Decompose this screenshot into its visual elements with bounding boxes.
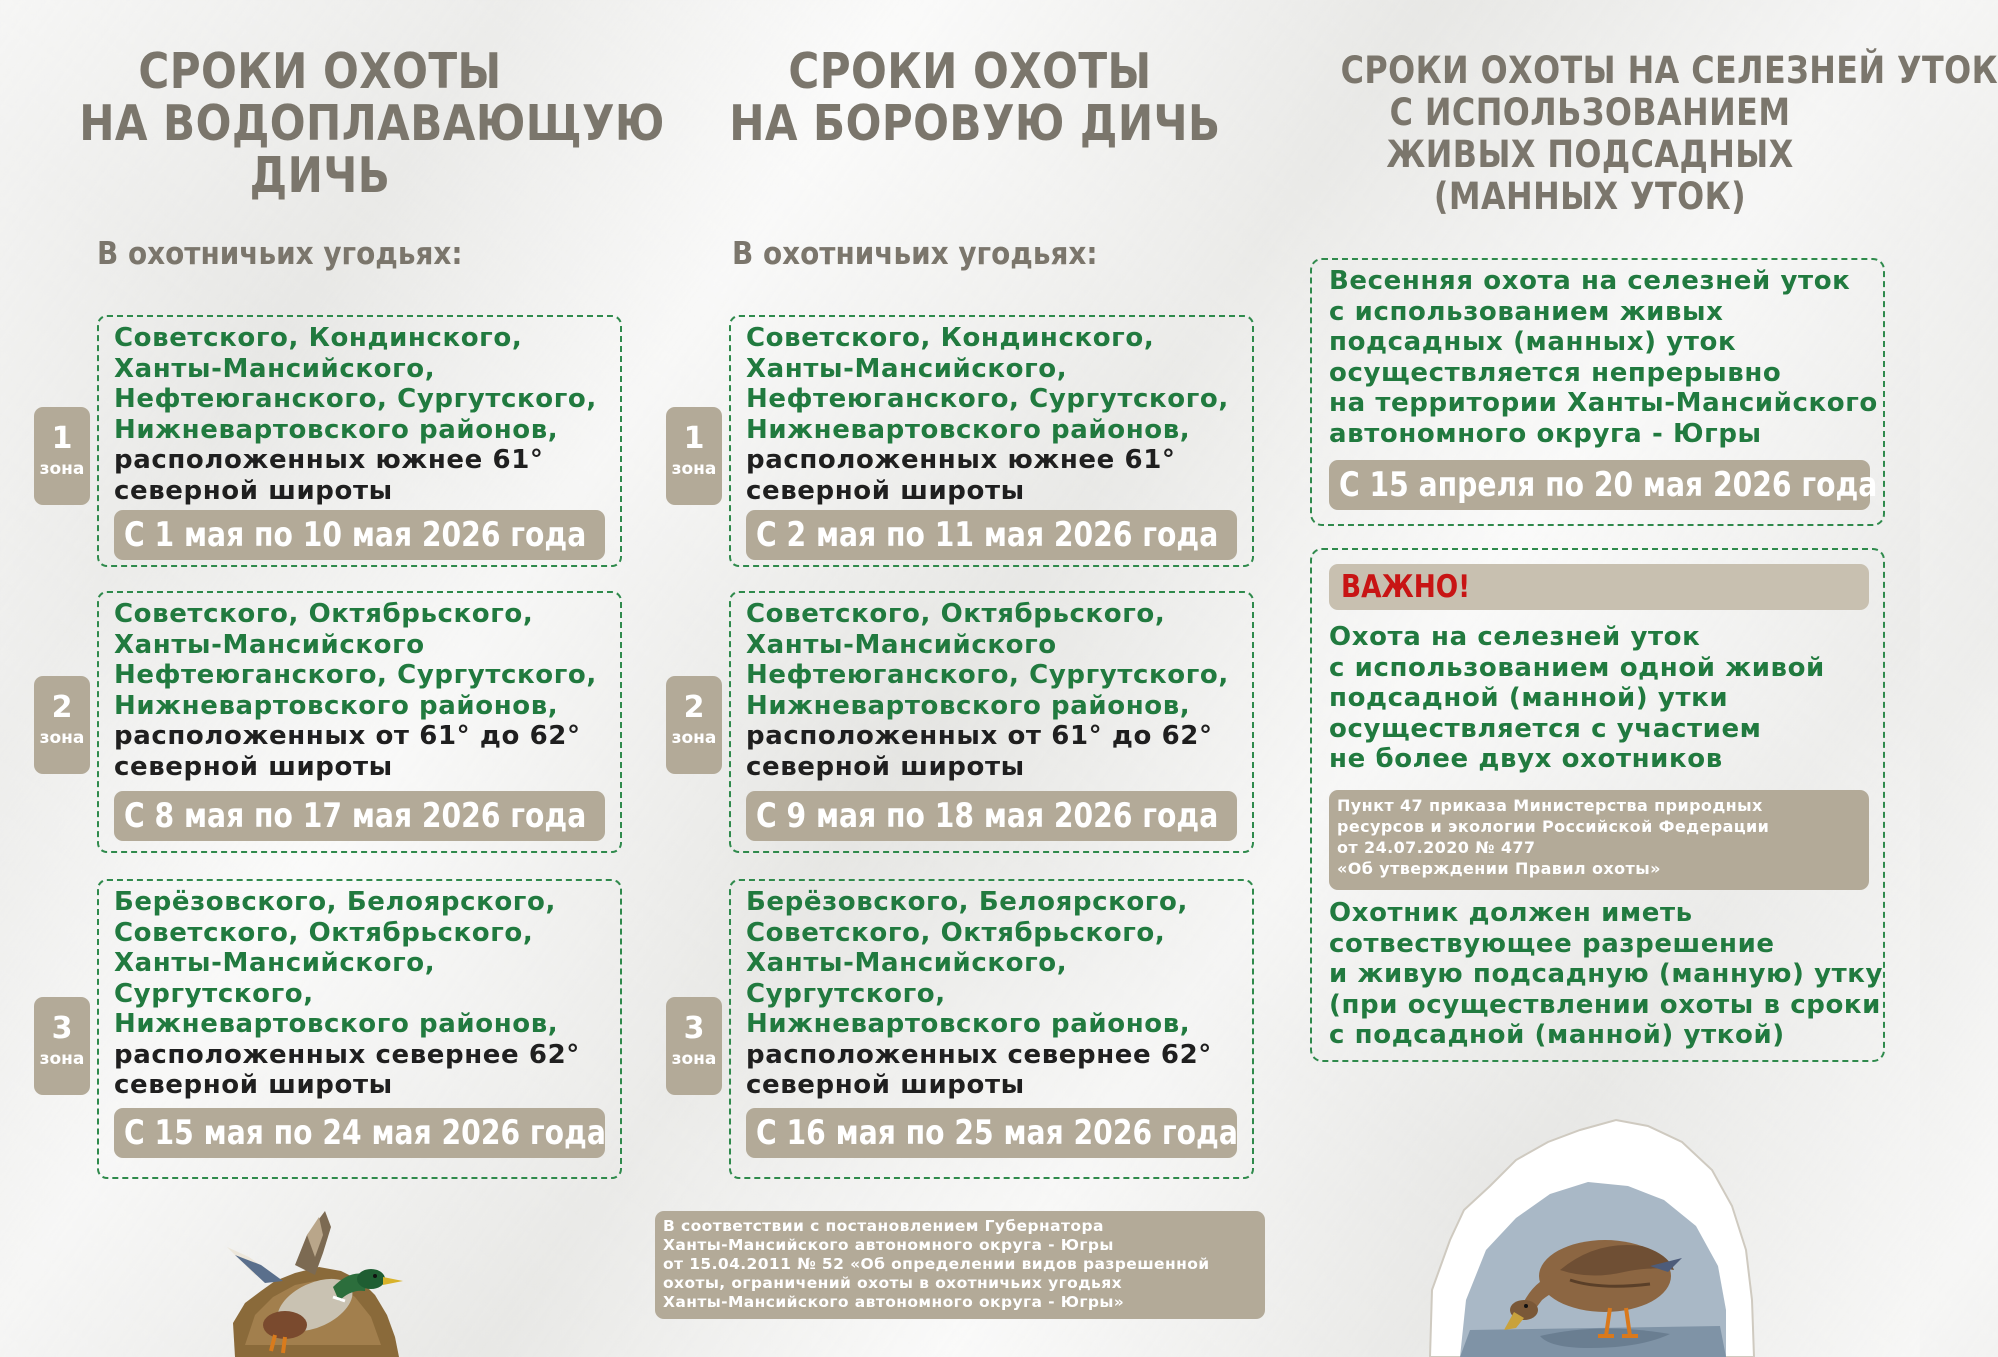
important-panel <box>1310 548 1885 1062</box>
zone-description: Советского, Кондинского, Ханты-Мансийского, Нефтеюганского, Сургутского, Нижневартовского районов, расположенных южнее 61° северной широты <box>746 323 1229 506</box>
zone-description: Советского, Кондинского, Ханты-Мансийского, Нефтеюганского, Сургутского, Нижневартовского районов, расположенных южнее 61° северной широты <box>114 323 597 506</box>
hunting-dates-bar: С 8 мая по 17 мая 2026 года <box>114 791 605 841</box>
zone-badge-2: 2 зона <box>666 676 722 774</box>
hunting-dates-bar: С 1 мая по 10 мая 2026 года <box>114 510 605 560</box>
upland-zone-3-card <box>729 879 1254 1179</box>
spring-hunt-panel <box>1310 258 1885 526</box>
upland-subheading: В охотничьих угодьях: <box>732 236 1098 272</box>
zone-badge-2: 2 зона <box>34 676 90 774</box>
water-zone-3-card <box>97 879 622 1179</box>
important-description: Охота на селезней уток с использованием одной живой подсадной (манной) утки осуществляется с участием не более двух охотников <box>1329 622 1825 774</box>
hunting-dates-bar: С 2 мая по 11 мая 2026 года <box>746 510 1237 560</box>
zone-badge-1: 1 зона <box>34 407 90 505</box>
hunting-dates-bar: С 16 мая по 25 мая 2026 года <box>746 1108 1237 1158</box>
zone-badge-3: 3 зона <box>666 997 722 1095</box>
drakes-title: СРОКИ ОХОТЫ НА СЕЛЕЗНЕЙ УТОК С ИСПОЛЬЗОВАНИЕМ ЖИВЫХ ПОДСАДНЫХ (МАННЫХ УТОК) <box>1340 49 1998 218</box>
water-zone-1-card <box>97 315 622 567</box>
water-zone-2-card <box>97 591 622 853</box>
flying-mallard-drake-icon <box>215 1205 415 1357</box>
hunting-dates-bar: С 9 мая по 18 мая 2026 года <box>746 791 1237 841</box>
zone-badge-1: 1 зона <box>666 407 722 505</box>
hunter-requirements: Охотник должен иметь сотвествующее разрешение и живую подсадную (манную) утку (при осуществлении охоты в сроки с подсадной (манной) уткой) <box>1329 898 1884 1050</box>
spring-hunt-description: Весенняя охота на селезней уток с использованием живых подсадных (манных) уток осуществляется непрерывно на территории Ханты-Мансийского автономного округа - Югры <box>1329 266 1878 449</box>
mallard-hen-on-ice-icon <box>1420 1090 1760 1357</box>
ministry-order-note: Пункт 47 приказа Министерства природных ресурсов и экологии Российской Федерации от 24.07.2020 № 477 «Об утверждении Правил охоты» <box>1329 790 1869 890</box>
zone-description: Берёзовского, Белоярского, Советского, Октябрьского, Ханты-Мансийского, Сургутского, Нижневартовского районов, расположенных севернее 62° северной широты <box>114 887 580 1100</box>
important-label: ВАЖНО! <box>1329 564 1869 610</box>
governor-decree-note: В соответствии с постановлением Губернатора Ханты-Мансийского автономного округа - Югры от 15.04.2011 № 52 «Об определении видов разрешенной охоты, ограничений охоты в охотничьих угодьях Ханты-Мансийского автономного округа - Югры» <box>655 1211 1265 1319</box>
hunting-dates-bar: С 15 мая по 24 мая 2026 года <box>114 1108 605 1158</box>
zone-description: Берёзовского, Белоярского, Советского, Октябрьского, Ханты-Мансийского, Сургутского, Нижневартовского районов, расположенных севернее 62° северной широты <box>746 887 1212 1100</box>
upland-zone-2-card <box>729 591 1254 853</box>
zone-description: Советского, Октябрьского, Ханты-Мансийского Нефтеюганского, Сургутского, Нижневартовского районов, расположенных от 61° до 62° северной широты <box>746 599 1229 782</box>
water-subheading: В охотничьих угодьях: <box>97 236 463 272</box>
upland-zone-1-card <box>729 315 1254 567</box>
water-title: СРОКИ ОХОТЫ НА ВОДОПЛАВАЮЩУЮ ДИЧЬ <box>79 43 665 204</box>
upland-title: СРОКИ ОХОТЫ НА БОРОВУЮ ДИЧЬ <box>729 43 1221 152</box>
spring-dates-bar: С 15 апреля по 20 мая 2026 года <box>1329 460 1870 510</box>
zone-badge-3: 3 зона <box>34 997 90 1095</box>
zone-description: Советского, Октябрьского, Ханты-Мансийского Нефтеюганского, Сургутского, Нижневартовского районов, расположенных от 61° до 62° северной широты <box>114 599 597 782</box>
